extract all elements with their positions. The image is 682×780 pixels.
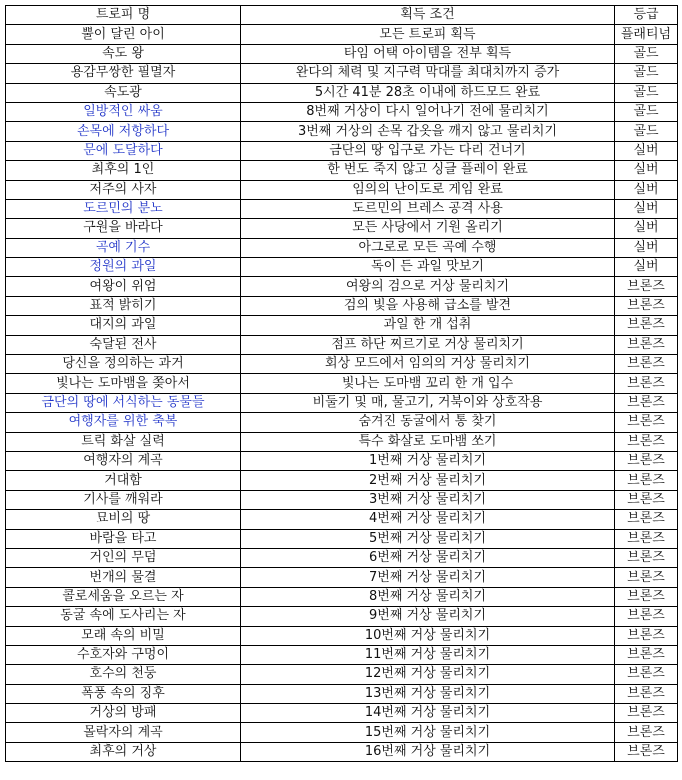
- trophy-name: 동굴 속에 도사리는 자: [6, 607, 241, 626]
- trophy-grade: 골드: [615, 102, 678, 121]
- trophy-grade: 실버: [615, 180, 678, 199]
- trophy-grade: 브론즈: [615, 568, 678, 587]
- trophy-condition: 3번째 거상의 손목 갑옷을 깨지 않고 물리치기: [241, 122, 615, 141]
- table-row: [6, 607, 678, 626]
- trophy-grade: 실버: [615, 161, 678, 180]
- trophy-condition: 9번째 거상 물리치기: [241, 607, 615, 626]
- trophy-grade: 브론즈: [615, 607, 678, 626]
- trophy-name: 숙달된 전사: [6, 335, 241, 354]
- trophy-grade: 브론즈: [615, 316, 678, 335]
- trophy-grade: 브론즈: [615, 548, 678, 567]
- table-row: [6, 25, 678, 44]
- table-row: [6, 704, 678, 723]
- trophy-name: 몰락자의 계곡: [6, 723, 241, 742]
- trophy-name: 기사를 깨워라: [6, 490, 241, 509]
- table-row: [6, 44, 678, 63]
- table-row: [6, 471, 678, 490]
- table-row: [6, 742, 678, 761]
- table-row: [6, 568, 678, 587]
- trophy-condition: 숨겨진 동굴에서 통 찾기: [241, 413, 615, 432]
- table-row: [6, 219, 678, 238]
- trophy-name[interactable]: 곡예 기수: [6, 238, 241, 257]
- table-row: [6, 258, 678, 277]
- trophy-name: 거인의 무덤: [6, 548, 241, 567]
- table-row: [6, 83, 678, 102]
- trophy-condition: 검의 빛을 사용해 급소를 발견: [241, 296, 615, 315]
- trophy-grade: 골드: [615, 83, 678, 102]
- trophy-condition: 임의의 난이도로 게임 완료: [241, 180, 615, 199]
- trophy-condition: 3번째 거상 물리치기: [241, 490, 615, 509]
- table-row: [6, 723, 678, 742]
- trophy-name: 트릭 화살 실력: [6, 432, 241, 451]
- trophy-name: 대지의 과일: [6, 316, 241, 335]
- table-row: [6, 490, 678, 509]
- trophy-condition: 빛나는 도마뱀 꼬리 한 개 입수: [241, 374, 615, 393]
- trophy-name: 여왕이 위엄: [6, 277, 241, 296]
- trophy-condition: 5시간 41분 28초 이내에 하드모드 완료: [241, 83, 615, 102]
- trophy-grade: 브론즈: [615, 529, 678, 548]
- table-row: [6, 355, 678, 374]
- trophy-grade: 브론즈: [615, 471, 678, 490]
- trophy-condition: 도르민의 브레스 공격 사용: [241, 199, 615, 218]
- table-row: [6, 238, 678, 257]
- trophy-condition: 완다의 체력 및 지구력 막대를 최대치까지 증가: [241, 64, 615, 83]
- trophy-condition: 여왕의 검으로 거상 물리치기: [241, 277, 615, 296]
- table-row: [6, 374, 678, 393]
- trophy-name: 빛나는 도마뱀을 쫒아서: [6, 374, 241, 393]
- trophy-grade: 브론즈: [615, 451, 678, 470]
- header-grade: 등급: [615, 6, 678, 25]
- table-row: [6, 413, 678, 432]
- table-row: [6, 645, 678, 664]
- trophy-name: 뿔이 달린 아이: [6, 25, 241, 44]
- trophy-name: 당신을 정의하는 과거: [6, 355, 241, 374]
- trophy-grade: 실버: [615, 199, 678, 218]
- trophy-grade: 브론즈: [615, 277, 678, 296]
- header-name: 트로피 명: [6, 6, 241, 25]
- trophy-grade: 브론즈: [615, 665, 678, 684]
- trophy-grade: 브론즈: [615, 742, 678, 761]
- trophy-name: 최후의 1인: [6, 161, 241, 180]
- trophy-name: 바람을 타고: [6, 529, 241, 548]
- trophy-name: 여행자의 계곡: [6, 451, 241, 470]
- table-row: [6, 296, 678, 315]
- trophy-grade: 골드: [615, 44, 678, 63]
- trophy-grade: 브론즈: [615, 374, 678, 393]
- trophy-name: 모래 속의 비밀: [6, 626, 241, 645]
- trophy-name: 구원을 바라다: [6, 219, 241, 238]
- trophy-condition: 특수 화살로 도마뱀 쏘기: [241, 432, 615, 451]
- trophy-name[interactable]: 도르민의 분노: [6, 199, 241, 218]
- trophy-grade: 브론즈: [615, 626, 678, 645]
- trophy-condition: 8번째 거상 물리치기: [241, 587, 615, 606]
- trophy-table: [5, 5, 678, 762]
- trophy-condition: 금단의 땅 입구로 가는 다리 건너기: [241, 141, 615, 160]
- trophy-condition: 타임 어택 아이템을 전부 획득: [241, 44, 615, 63]
- trophy-condition: 모든 사당에서 기원 올리기: [241, 219, 615, 238]
- trophy-condition: 8번째 거상이 다시 일어나기 전에 물리치기: [241, 102, 615, 121]
- trophy-condition: 5번째 거상 물리치기: [241, 529, 615, 548]
- table-row: [6, 64, 678, 83]
- trophy-name: 저주의 사자: [6, 180, 241, 199]
- trophy-name: 표적 밝히기: [6, 296, 241, 315]
- trophy-condition: 한 번도 죽지 않고 싱글 플레이 완료: [241, 161, 615, 180]
- table-row: [6, 529, 678, 548]
- trophy-name: 거대함: [6, 471, 241, 490]
- trophy-grade: 브론즈: [615, 413, 678, 432]
- trophy-name: 속도광: [6, 83, 241, 102]
- trophy-name: 최후의 거상: [6, 742, 241, 761]
- trophy-condition: 15번째 거상 물리치기: [241, 723, 615, 742]
- trophy-grade: 실버: [615, 258, 678, 277]
- table-row: [6, 587, 678, 606]
- header-row: [6, 6, 678, 25]
- trophy-name: 용감무쌍한 필멸자: [6, 64, 241, 83]
- trophy-condition: 2번째 거상 물리치기: [241, 471, 615, 490]
- table-row: [6, 141, 678, 160]
- trophy-grade: 브론즈: [615, 723, 678, 742]
- trophy-name: 거상의 방패: [6, 704, 241, 723]
- trophy-name[interactable]: 일방적인 싸움: [6, 102, 241, 121]
- table-row: [6, 548, 678, 567]
- table-row: [6, 393, 678, 412]
- trophy-grade: 브론즈: [615, 510, 678, 529]
- trophy-name[interactable]: 금단의 땅에 서식하는 동물들: [6, 393, 241, 412]
- header-condition: 획득 조건: [241, 6, 615, 25]
- trophy-condition: 14번째 거상 물리치기: [241, 704, 615, 723]
- trophy-name: 묘비의 땅: [6, 510, 241, 529]
- trophy-grade: 골드: [615, 122, 678, 141]
- trophy-grade: 플래티넘: [615, 25, 678, 44]
- trophy-name[interactable]: 손목에 저항하다: [6, 122, 241, 141]
- trophy-condition: 비둘기 및 매, 물고기, 거북이와 상호작용: [241, 393, 615, 412]
- trophy-condition: 6번째 거상 물리치기: [241, 548, 615, 567]
- trophy-condition: 11번째 거상 물리치기: [241, 645, 615, 664]
- trophy-name[interactable]: 정원의 과일: [6, 258, 241, 277]
- trophy-name[interactable]: 여행자를 위한 축복: [6, 413, 241, 432]
- trophy-grade: 실버: [615, 219, 678, 238]
- trophy-name: 수호자와 구멍이: [6, 645, 241, 664]
- trophy-condition: 12번째 거상 물리치기: [241, 665, 615, 684]
- table-row: [6, 626, 678, 645]
- table-row: [6, 161, 678, 180]
- trophy-condition: 1번째 거상 물리치기: [241, 451, 615, 470]
- table-row: [6, 316, 678, 335]
- table-row: [6, 122, 678, 141]
- trophy-grade: 브론즈: [615, 684, 678, 703]
- trophy-name: 폭풍 속의 징후: [6, 684, 241, 703]
- table-row: [6, 180, 678, 199]
- trophy-name[interactable]: 문에 도달하다: [6, 141, 241, 160]
- trophy-name: 번개의 물결: [6, 568, 241, 587]
- trophy-grade: 브론즈: [615, 490, 678, 509]
- trophy-grade: 실버: [615, 238, 678, 257]
- trophy-condition: 회상 모드에서 임의의 거상 물리치기: [241, 355, 615, 374]
- trophy-condition: 7번째 거상 물리치기: [241, 568, 615, 587]
- table-row: [6, 335, 678, 354]
- table-row: [6, 199, 678, 218]
- trophy-grade: 브론즈: [615, 432, 678, 451]
- trophy-name: 속도 왕: [6, 44, 241, 63]
- trophy-grade: 브론즈: [615, 296, 678, 315]
- trophy-grade: 브론즈: [615, 335, 678, 354]
- trophy-body: [6, 25, 678, 762]
- table-row: [6, 510, 678, 529]
- trophy-condition: 모든 트로피 획득: [241, 25, 615, 44]
- trophy-grade: 브론즈: [615, 645, 678, 664]
- trophy-grade: 브론즈: [615, 704, 678, 723]
- table-row: [6, 432, 678, 451]
- trophy-condition: 아그로로 모든 곡예 수행: [241, 238, 615, 257]
- table-row: [6, 102, 678, 121]
- table-row: [6, 277, 678, 296]
- table-row: [6, 665, 678, 684]
- trophy-grade: 브론즈: [615, 587, 678, 606]
- trophy-condition: 독이 든 과일 맛보기: [241, 258, 615, 277]
- trophy-grade: 실버: [615, 141, 678, 160]
- table-row: [6, 451, 678, 470]
- trophy-condition: 점프 하단 찌르기로 거상 물리치기: [241, 335, 615, 354]
- trophy-name: 콜로세움을 오르는 자: [6, 587, 241, 606]
- trophy-condition: 과일 한 개 섭취: [241, 316, 615, 335]
- table-row: [6, 684, 678, 703]
- trophy-name: 호수의 천둥: [6, 665, 241, 684]
- trophy-condition: 13번째 거상 물리치기: [241, 684, 615, 703]
- trophy-grade: 브론즈: [615, 355, 678, 374]
- trophy-condition: 10번째 거상 물리치기: [241, 626, 615, 645]
- trophy-grade: 골드: [615, 64, 678, 83]
- trophy-condition: 4번째 거상 물리치기: [241, 510, 615, 529]
- trophy-condition: 16번째 거상 물리치기: [241, 742, 615, 761]
- trophy-grade: 브론즈: [615, 393, 678, 412]
